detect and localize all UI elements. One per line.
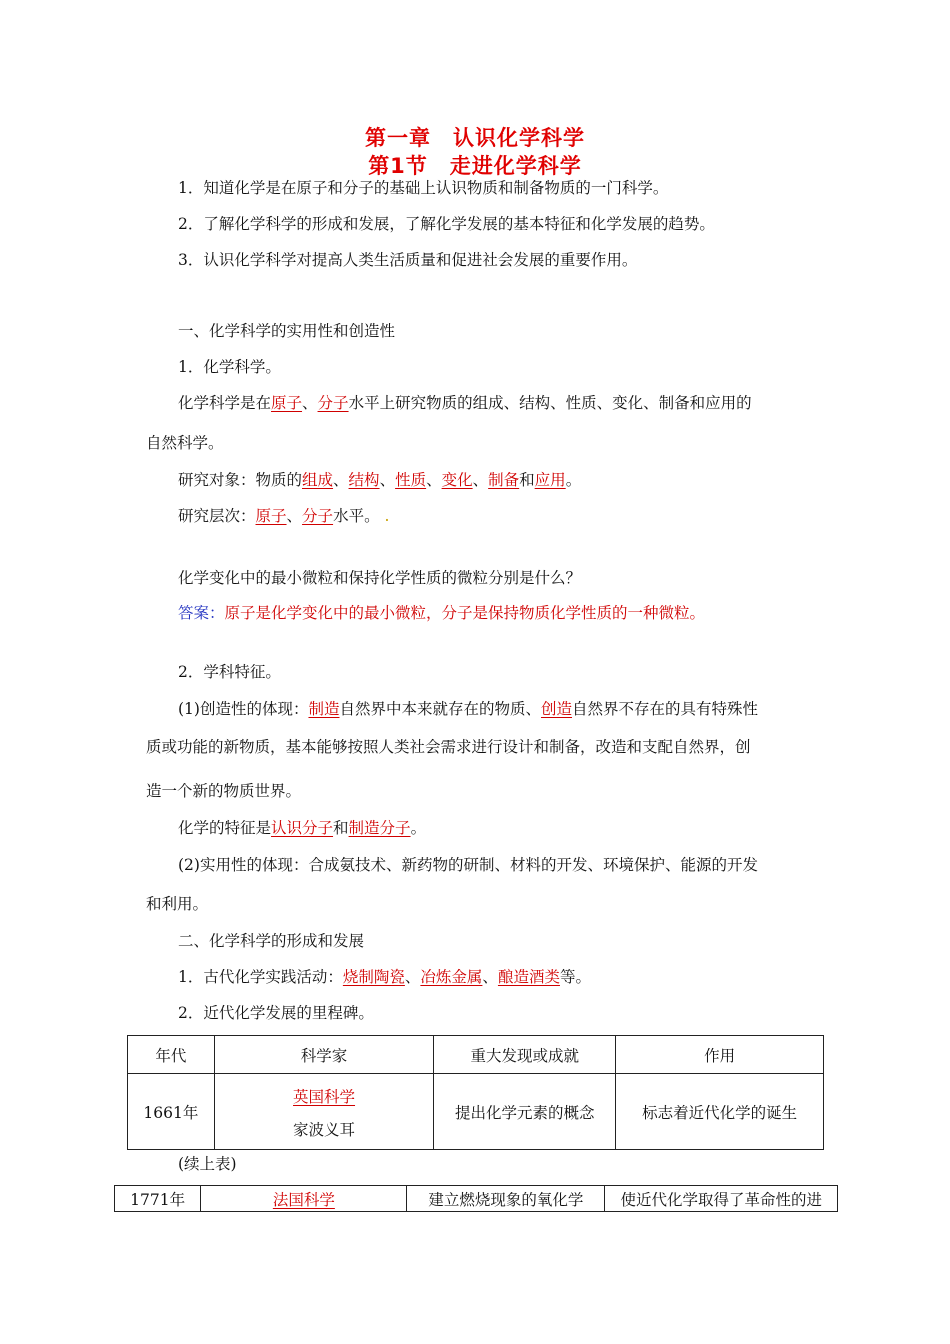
question: 化学变化中的最小微粒和保持化学性质的微粒分别是什么？ bbox=[178, 569, 582, 587]
continued-label: (续上表) bbox=[178, 1155, 237, 1173]
milestone-table bbox=[127, 1035, 824, 1150]
level-atom: 原子 bbox=[255, 507, 287, 525]
header-effect: 作用 bbox=[616, 1036, 824, 1074]
ancient-sep: 、 bbox=[404, 968, 421, 986]
research-object-line bbox=[178, 470, 581, 490]
obj-sep: 、 bbox=[472, 471, 489, 489]
modern-line: 2．近代化学发展的里程碑。 bbox=[178, 1004, 374, 1022]
ancient-metals: 冶炼金属 bbox=[420, 968, 483, 986]
header-year: 年代 bbox=[128, 1036, 215, 1074]
obj-end: 。 bbox=[565, 471, 582, 489]
part1-sub2: 2．学科特征。 bbox=[178, 663, 281, 681]
cell-achievement: 提出化学元素的概念 bbox=[434, 1074, 616, 1150]
def-sep: 、 bbox=[302, 394, 318, 412]
scientist-line1: 法国科学 bbox=[272, 1190, 335, 1209]
table-row bbox=[128, 1074, 824, 1150]
c1-pre: (1)创造性的体现： bbox=[178, 700, 309, 718]
ancient-sep: 、 bbox=[482, 968, 498, 986]
obj-property: 性质 bbox=[395, 471, 427, 489]
obj-and: 和 bbox=[519, 471, 535, 489]
c1-mid: 自然界中本来就存在的物质、 bbox=[339, 700, 541, 718]
definition-line bbox=[178, 393, 752, 413]
research-level-line bbox=[178, 506, 389, 526]
obj-sep: 、 bbox=[379, 471, 396, 489]
part1-sub1: 1．化学科学。 bbox=[178, 358, 281, 376]
objective-2: 2．了解化学科学的形成和发展，了解化学发展的基本特征和化学发展的趋势。 bbox=[178, 215, 715, 233]
cell-scientist bbox=[201, 1186, 407, 1212]
milestone-table-continued bbox=[114, 1185, 838, 1212]
obj-sep: 、 bbox=[333, 471, 349, 489]
obj-composition: 组成 bbox=[302, 471, 334, 489]
obj-label: 研究对象：物质的 bbox=[178, 471, 303, 489]
c1-make: 制造 bbox=[308, 700, 340, 718]
section-title: 第1节 走进化学科学 bbox=[368, 154, 582, 178]
ancient-wine: 酿造酒类 bbox=[497, 968, 560, 986]
answer-text: 原子是化学变化中的最小微粒，分子是保持物质化学性质的一种微粒。 bbox=[224, 604, 706, 622]
c1-post: 自然界不存在的具有特殊性 bbox=[572, 700, 759, 718]
feat-make-molecule: 制造分子 bbox=[348, 819, 411, 837]
obj-preparation: 制备 bbox=[488, 471, 520, 489]
ancient-line bbox=[178, 967, 591, 987]
obj-application: 应用 bbox=[534, 471, 566, 489]
cell-effect: 标志着近代化学的诞生 bbox=[616, 1074, 824, 1150]
level-molecule: 分子 bbox=[302, 507, 334, 525]
feature-line bbox=[178, 818, 426, 838]
practicality-line1: (2)实用性的体现：合成氨技术、新药物的研制、材料的开发、环境保护、能源的开发 bbox=[178, 856, 758, 874]
cell-year: 1771年 bbox=[115, 1186, 201, 1212]
ancient-end: 等。 bbox=[559, 968, 591, 986]
feat-and: 和 bbox=[333, 819, 349, 837]
feat-know-molecule: 认识分子 bbox=[271, 819, 334, 837]
cell-year: 1661年 bbox=[128, 1074, 215, 1150]
scientist-line2: 家波义耳 bbox=[293, 1120, 356, 1139]
level-sep: 、 bbox=[286, 507, 303, 525]
feat-end: 。 bbox=[410, 819, 427, 837]
feat-pre: 化学的特征是 bbox=[178, 819, 272, 837]
answer-line bbox=[178, 603, 705, 623]
level-label: 研究层次： bbox=[178, 507, 256, 525]
stray-dot-mark: . bbox=[379, 507, 390, 525]
part1-heading: 一、化学科学的实用性和创造性 bbox=[178, 322, 396, 340]
header-achievement: 重大发现或成就 bbox=[434, 1036, 616, 1074]
scientist-line1: 英国科学 bbox=[293, 1087, 356, 1106]
definition-cont: 自然科学。 bbox=[146, 434, 224, 452]
practicality-line2: 和利用。 bbox=[146, 895, 209, 913]
chapter-title: 第一章 认识化学科学 bbox=[365, 126, 585, 150]
obj-change: 变化 bbox=[441, 471, 473, 489]
def-molecule: 分子 bbox=[317, 394, 349, 412]
cell-effect: 使近代化学取得了革命性的进 bbox=[605, 1186, 838, 1212]
part2-heading: 二、化学科学的形成和发展 bbox=[178, 932, 365, 950]
cell-achievement: 建立燃烧现象的氧化学 bbox=[407, 1186, 605, 1212]
table-header-row bbox=[128, 1036, 824, 1074]
table-row bbox=[115, 1186, 838, 1212]
answer-label: 答案： bbox=[178, 604, 225, 622]
c1-create: 创造 bbox=[541, 700, 573, 718]
def-atom: 原子 bbox=[271, 394, 303, 412]
objective-3: 3．认识化学科学对提高人类生活质量和促进社会发展的重要作用。 bbox=[178, 251, 638, 269]
header-scientist: 科学家 bbox=[214, 1036, 434, 1074]
creativity-line2: 质或功能的新物质，基本能够按照人类社会需求进行设计和制备，改造和支配自然界，创 bbox=[146, 738, 751, 756]
def-post: 水平上研究物质的组成、结构、性质、变化、制备和应用的 bbox=[348, 394, 752, 412]
level-end: 水平。 bbox=[333, 507, 380, 525]
ancient-pre: 1．古代化学实践活动： bbox=[178, 968, 343, 986]
ancient-ceramics: 烧制陶瓷 bbox=[342, 968, 405, 986]
creativity-line1 bbox=[178, 699, 758, 719]
obj-structure: 结构 bbox=[348, 471, 380, 489]
creativity-line3: 造一个新的物质世界。 bbox=[146, 782, 302, 800]
def-pre: 化学科学是在 bbox=[178, 394, 272, 412]
obj-sep: 、 bbox=[426, 471, 442, 489]
objective-1: 1．知道化学是在原子和分子的基础上认识物质和制备物质的一门科学。 bbox=[178, 179, 669, 197]
cell-scientist bbox=[214, 1074, 434, 1150]
